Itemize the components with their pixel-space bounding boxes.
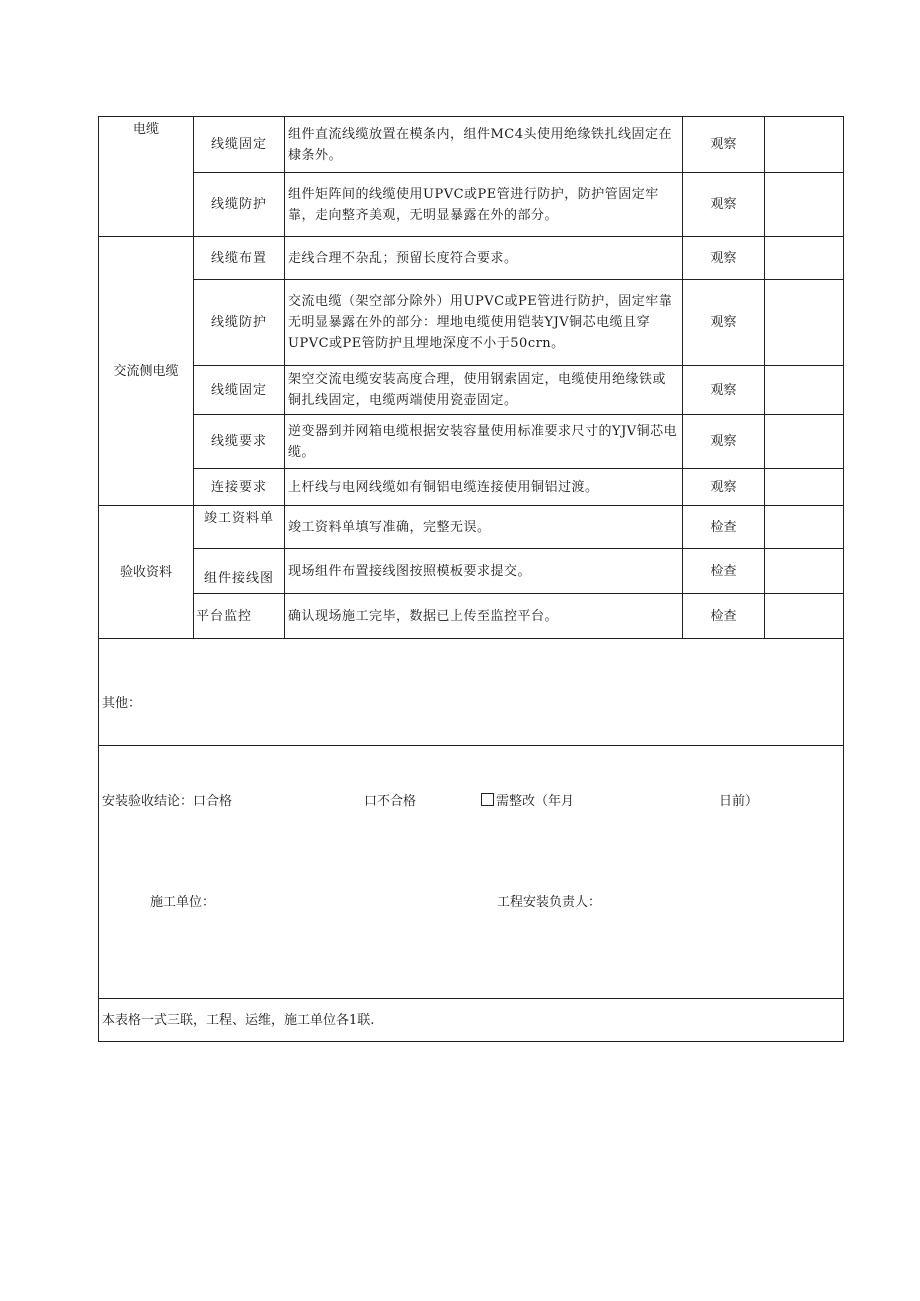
conclusion-pass[interactable]: 安装验收结论：口合格 bbox=[102, 794, 233, 809]
footnote-row bbox=[99, 999, 844, 1042]
result-cell[interactable] bbox=[765, 237, 844, 280]
result-cell[interactable] bbox=[765, 469, 844, 506]
result-cell[interactable] bbox=[765, 280, 844, 366]
conclusion-row bbox=[99, 746, 844, 999]
result-cell[interactable] bbox=[765, 506, 844, 549]
item-cell: 连接要求 bbox=[194, 469, 285, 506]
table-row bbox=[99, 594, 844, 639]
table-row bbox=[99, 506, 844, 549]
result-cell[interactable] bbox=[765, 117, 844, 173]
item-cell: 竣工资料单 bbox=[194, 506, 285, 549]
conclusion-fail[interactable]: 口不合格 bbox=[364, 794, 417, 809]
item-cell: 平台监控 bbox=[194, 594, 285, 639]
category-cell: 电缆 bbox=[99, 117, 194, 237]
method-cell: 检查 bbox=[683, 549, 765, 594]
item-cell: 线缆布置 bbox=[194, 237, 285, 280]
conclusion-rectify: 需整改（年月 bbox=[496, 794, 575, 809]
result-cell[interactable] bbox=[765, 415, 844, 469]
item-cell: 线缆固定 bbox=[194, 117, 285, 173]
method-cell: 观察 bbox=[683, 237, 765, 280]
responsible-person-label: 工程安装负责人： bbox=[497, 895, 602, 910]
footnote-cell: 本表格一式三联，工程、运维，施工单位各1联. bbox=[99, 999, 844, 1042]
requirement-cell: 走线合理不杂乱；预留长度符合要求。 bbox=[285, 237, 683, 280]
method-cell: 观察 bbox=[683, 469, 765, 506]
others-cell[interactable] bbox=[99, 639, 844, 746]
method-cell: 观察 bbox=[683, 117, 765, 173]
item-cell: 线缆防护 bbox=[194, 173, 285, 237]
requirement-cell: 竣工资料单填写准确，完整无误。 bbox=[285, 506, 683, 549]
method-cell: 观察 bbox=[683, 280, 765, 366]
others-row bbox=[99, 639, 844, 746]
conclusion-cell bbox=[99, 746, 844, 999]
method-cell: 检查 bbox=[683, 594, 765, 639]
requirement-cell: 逆变器到并网箱电缆根据安装容量使用标准要求尺寸的YJV铜芯电缆。 bbox=[285, 415, 683, 469]
acceptance-table bbox=[98, 116, 844, 1042]
requirement-cell: 交流电缆（架空部分除外）用UPVC或PE管进行防护，固定牢靠无明显暴露在外的部分：埋地电缆使用铠装YJV铜芯电缆且穿UPVC或PE管防护且埋地深度不小于50crn。 bbox=[285, 280, 683, 366]
item-cell: 线缆固定 bbox=[194, 366, 285, 415]
table-row bbox=[99, 173, 844, 237]
method-cell: 检查 bbox=[683, 506, 765, 549]
requirement-cell: 上杆线与电网线缆如有铜铝电缆连接使用铜铝过渡。 bbox=[285, 469, 683, 506]
requirement-cell: 组件直流线缆放置在模条内，组件MC4头使用绝缘铁扎线固定在棣条外。 bbox=[285, 117, 683, 173]
result-cell[interactable] bbox=[765, 594, 844, 639]
table-row bbox=[99, 549, 844, 594]
item-cell: 线缆防护 bbox=[194, 280, 285, 366]
requirement-cell: 确认现场施工完毕，数据已上传至监控平台。 bbox=[285, 594, 683, 639]
conclusion-rectify-wrap[interactable] bbox=[481, 791, 574, 812]
result-cell[interactable] bbox=[765, 173, 844, 237]
others-label: 其他： bbox=[102, 695, 142, 711]
category-cell: 交流侧电缆 bbox=[99, 237, 194, 506]
result-cell[interactable] bbox=[765, 549, 844, 594]
method-cell: 观察 bbox=[683, 415, 765, 469]
table-row bbox=[99, 469, 844, 506]
table-row bbox=[99, 237, 844, 280]
requirement-cell: 架空交流电缆安装高度合理，使用钢索固定，电缆使用绝缘铁或铜扎线固定，电缆两端使用瓷壶固定。 bbox=[285, 366, 683, 415]
method-cell: 观察 bbox=[683, 366, 765, 415]
item-cell: 线缆要求 bbox=[194, 415, 285, 469]
checkbox-icon[interactable] bbox=[481, 793, 494, 806]
category-cell: 验收资料 bbox=[99, 506, 194, 639]
result-cell[interactable] bbox=[765, 366, 844, 415]
method-cell: 观察 bbox=[683, 173, 765, 237]
table-row bbox=[99, 415, 844, 469]
table-row bbox=[99, 280, 844, 366]
conclusion-day: 日前） bbox=[719, 794, 759, 809]
item-cell: 组件接线图 bbox=[194, 549, 285, 594]
requirement-cell: 组件矩阵间的线缆使用UPVC或PE管进行防护，防护管固定牢靠，走向整齐美观，无明显暴露在外的部分。 bbox=[285, 173, 683, 237]
table-row bbox=[99, 117, 844, 173]
conclusion-line bbox=[102, 791, 837, 813]
table-row bbox=[99, 366, 844, 415]
requirement-cell: 现场组件布置接线图按照模板要求提交。 bbox=[285, 549, 683, 594]
construction-unit-label: 施工单位： bbox=[150, 895, 216, 910]
